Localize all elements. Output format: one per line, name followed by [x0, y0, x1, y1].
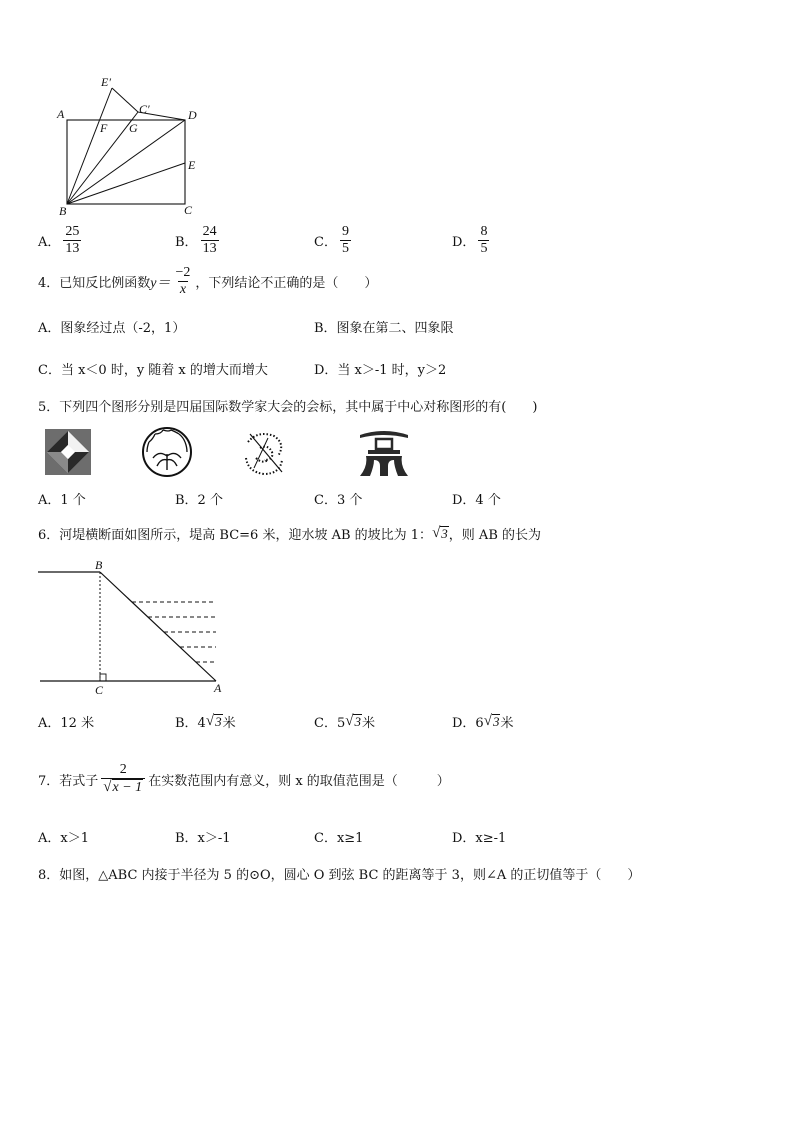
q3-option-c[interactable]: C． $\frac{9}{5}$ — [314, 224, 349, 257]
fraction: $\frac{24}{13}$ — [202, 224, 217, 257]
q6-option-d[interactable]: D．6 √ 3 米 — [452, 713, 514, 731]
line-b-e — [67, 163, 185, 204]
label-g: G — [129, 121, 138, 135]
line-b-d — [67, 120, 185, 204]
label-e-prime: E′ — [101, 75, 111, 89]
q4-option-a[interactable]: A．图象经过点（-2，1） — [38, 321, 186, 336]
fraction: $\frac{8}{5}$ — [480, 224, 488, 257]
fraction: $\frac{25}{13}$ — [65, 224, 80, 257]
label-f: F — [100, 121, 108, 135]
fraction: $\frac{9}{5}$ — [341, 224, 349, 257]
q3-option-d[interactable]: D． $\frac{8}{5}$ — [452, 224, 488, 257]
q6-option-c[interactable]: C．5 √ 3 米 — [314, 713, 375, 731]
congress-logo-4 — [358, 428, 410, 478]
label-c-prime: C′ — [139, 102, 150, 116]
q3-option-a[interactable]: A． $\frac{25}{13}$ — [38, 224, 80, 257]
q7-option-b[interactable]: B．x＞-1 — [175, 831, 231, 846]
label-c: C — [184, 203, 193, 217]
q7-option-d[interactable]: D．x≥-1 — [452, 831, 507, 846]
question-5: 5．下列四个图形分别是四届国际数学家大会的会标，其中属于中心对称图形的有( ) — [38, 400, 538, 415]
sqrt: √ 3 — [483, 713, 500, 730]
label-e: E — [188, 158, 196, 172]
embankment-figure — [36, 560, 226, 690]
q7-option-a[interactable]: A．x＞1 — [38, 831, 89, 846]
question-4: 4．已知反比例函数 y＝ $\frac{-2}{x}$ ，下列结论不正确的是（ ） — [38, 265, 378, 298]
q5-option-a[interactable]: A．1 个 — [38, 493, 86, 508]
q4-option-d[interactable]: D．当 x＞-1 时，y＞2 — [314, 363, 447, 378]
sqrt: √ 3 — [205, 713, 222, 730]
fraction: $\frac{-2}{x}$ — [175, 265, 191, 298]
line-e-prime-c-prime — [112, 88, 138, 112]
q3-option-b[interactable]: B． $\frac{24}{13}$ — [175, 224, 217, 257]
q4-option-b[interactable]: B．图象在第二、四象限 — [314, 321, 454, 336]
label-c: C — [95, 683, 104, 697]
sqrt: √ 3 — [345, 713, 361, 730]
q5-option-c[interactable]: C．3 个 — [314, 493, 363, 508]
label-b: B — [95, 558, 103, 572]
question-8: 8．如图，△ABC 内接于半径为 5 的⊙O，圆心 O 到弦 BC 的距离等于 3，则∠A 的正切值等于（ ） — [38, 868, 641, 883]
congress-logo-2 — [141, 426, 193, 478]
question-6: 6．河堤横断面如图所示，堤高 BC=6 米，迎水坡 AB 的坡比为 1： √ 3 ，则 AB 的长为 — [38, 525, 542, 543]
q6-option-a[interactable]: A．12 米 — [38, 716, 95, 731]
sqrt: √ 3 — [432, 525, 448, 542]
q4-option-c[interactable]: C．当 x＜0 时，y 随着 x 的增大而增大 — [38, 363, 268, 378]
line-b-e-prime — [67, 88, 112, 204]
q5-option-b[interactable]: B．2 个 — [175, 493, 223, 508]
question-7: 7．若式子 2 √ x − 1 在实数范围内有意义，则 x 的取值范围是（ ） — [38, 762, 450, 796]
rectangle-fold-figure — [50, 70, 220, 230]
label-a: A — [57, 107, 65, 121]
q7-option-c[interactable]: C．x≥1 — [314, 831, 364, 846]
q6-option-b[interactable]: B．4 √ 3 米 — [175, 713, 236, 731]
label-a: A — [214, 681, 222, 695]
sqrt: √ x − 1 — [103, 779, 143, 796]
congress-logo-1 — [44, 428, 92, 476]
label-d: D — [188, 108, 197, 122]
congress-logo-3 — [240, 428, 290, 478]
q5-option-d[interactable]: D．4 个 — [452, 493, 501, 508]
label-b: B — [59, 204, 67, 218]
fraction: 2 √ x − 1 — [101, 762, 145, 797]
